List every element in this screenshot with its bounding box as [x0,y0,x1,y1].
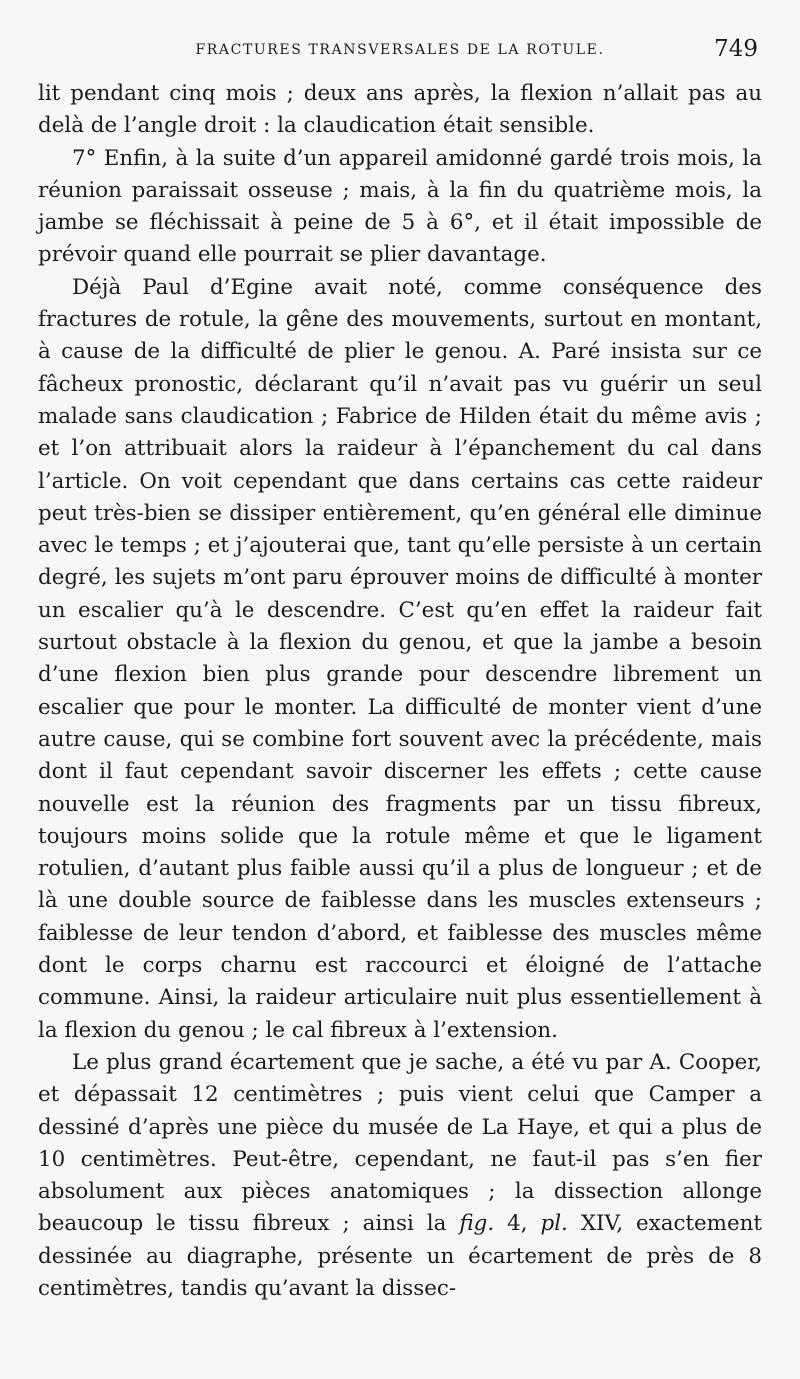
figure-ref-plate: pl. [540,1211,568,1237]
paragraph-1: lit pendant cinq mois ; deux ans après, la flexion n’allait pas au delà de l’angle droit : la claudication était sensible. [38,81,762,139]
running-title: FRACTURES TRANSVERSALES DE LA ROTULE. [195,42,605,58]
figure-ref-fig-number: 4, [494,1211,541,1237]
running-header [38,36,762,66]
body-text [38,78,762,1305]
figure-ref-plate-number: XIV [567,1211,617,1237]
page-number: 749 [714,36,758,62]
paragraph-4 [38,1047,762,1305]
paragraph-3: Déjà Paul d’Egine avait noté, comme conséquence des fractures de rotule, la gêne des mouvements, surtout en montant, à cause de la difficulté de plier le genou. A. Paré insista sur ce fâcheux pronostic, déclarant qu’il n’avait pas vu guérir un seul malade sans claudication ; Fabrice de Hilden était du même avis ; et l’on attribuait alors la raideur à l’épanchement du cal dans l’article. On voit cependant que dans certains cas cette raideur peut très-bien se dissiper entièrement, qu’en général elle diminue avec le temps ; et j’ajouterai que, tant qu’elle persiste à un certain degré, les sujets m’ont paru éprouver moins de difficulté à monter un escalier qu’à le descendre. C’est qu’en effet la raideur fait surtout obstacle à la flexion du genou, et que la jambe a besoin d’une flexion bien plus grande pour descendre librement un escalier que pour le monter. La difficulté de monter vient d’une autre cause, qui se combine fort souvent avec la précédente, mais dont il faut cependant savoir discerner les effets ; cette cause nouvelle est la réunion des fragments par un tissu fibreux, toujours moins solide que la rotule même et que le ligament rotulien, d’autant plus faible aussi qu’il a plus de longueur ; et de là une double source de faiblesse dans les muscles extenseurs ; faiblesse de leur tendon d’abord, et faiblesse des muscles même dont le corps charnu est raccourci et éloigné de l’attache commune. Ainsi, la raideur articulaire nuit plus essentiellement à la flexion du genou ; le cal fibreux à l’extension. [38,274,762,1043]
paragraph-4-text-end: , exactement dessinée au diagraphe, présente un écartement de près de 8 centimètres, tandis qu’avant la dissec- [38,1211,763,1301]
paragraph-2: 7° Enfin, à la suite d’un appareil amidonné gardé trois mois, la réunion paraissait osseuse ; mais, à la fin du quatrième mois, la jambe se fléchissait à peine de 5 à 6°, et il était impossible de prévoir quand elle pourrait se plier davantage. [38,145,762,268]
figure-ref-fig: fig. [459,1211,495,1237]
paragraph-4-text-start: Le plus grand écartement que je sache, a été vu par A. Cooper, et dépassait 12 centimètres ; puis vient celui que Camper a dessiné d’après une pièce du musée de La Haye, et qui a plus de 10 centimètres. Peut-être, cependant, ne faut-il pas s’en fier absolument aux pièces anatomiques ; la dissection allonge beaucoup le tissu fibreux ; ainsi la [38,1049,762,1237]
